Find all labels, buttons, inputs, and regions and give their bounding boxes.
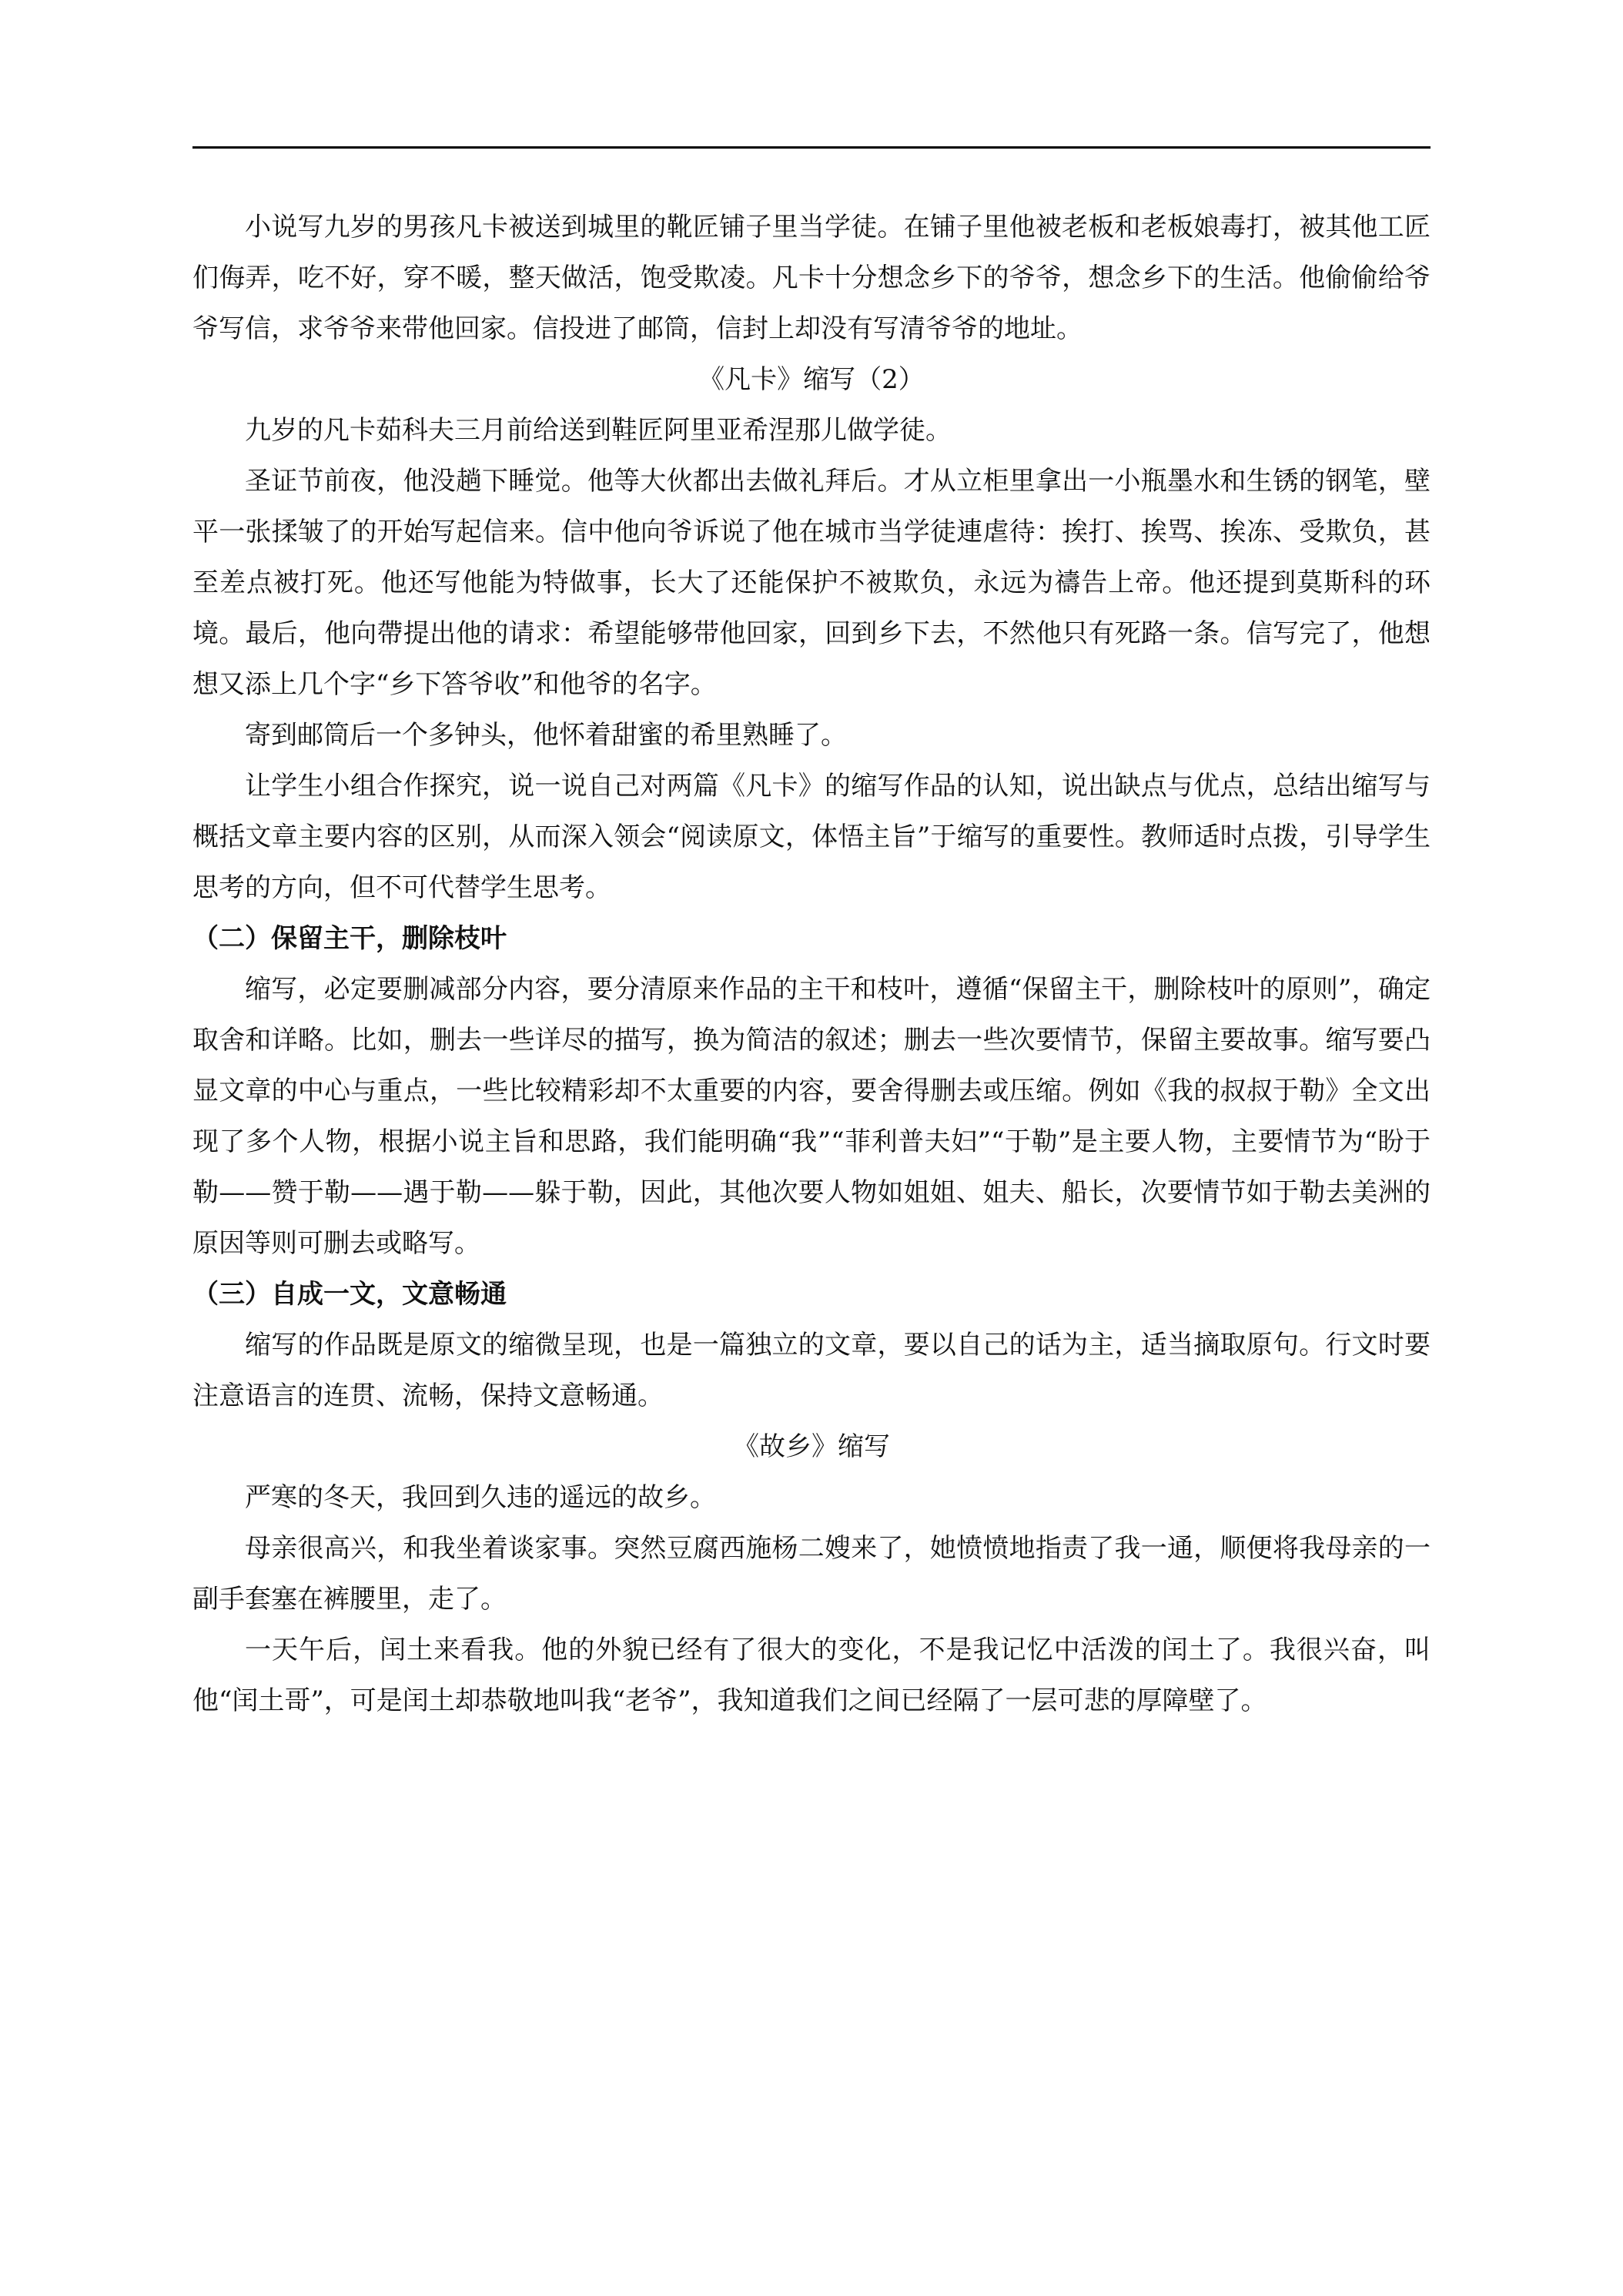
subtitle-hometown-abridged: 《故乡》缩写 bbox=[733, 1431, 890, 1462]
document-body bbox=[192, 202, 1431, 1726]
section-heading-2: （二）保留主干，删除枝叶 bbox=[192, 923, 507, 954]
section-heading-3: （三）自成一文，文意畅通 bbox=[192, 1279, 507, 1310]
paragraph-coherent-text: 缩写的作品既是原文的缩微呈现，也是一篇独立的文章，要以自己的话为主，适当摘取原句。行文时要注意语言的连贯、流畅，保持文意畅通。 bbox=[192, 1330, 1431, 1411]
paragraph-keep-main-trunk: 缩写，必定要删减部分内容，要分清原来作品的主干和枝叶，遵循“保留主干，删除枝叶的原则”，确定取舍和详略。比如，删去一些详尽的描写，换为简洁的叙述；删去一些次要情节，保留主要故事。缩写要凸显文章的中心与重点，一些比较精彩却不太重要的内容，要舍得删去或压缩。例如《我的叔叔于勒》全文出现了多个人物，根据小说主旨和思路，我们能明确“我”“菲利普夫妇”“于勒”是主要人物，主要情节为“盼于勒——赞于勒——遇于勒——躲于勒，因此，其他次要人物如姐姐、姐夫、船长，次要情节如于勒去美洲的原因等则可删去或略写。 bbox=[192, 974, 1431, 1259]
paragraph-group-discussion: 让学生小组合作探究，说一说自己对两篇《凡卡》的缩写作品的认知，说出缺点与优点，总结出缩写与概括文章主要内容的区别，从而深入领会“阅读原文，体悟主旨”于缩写的重要性。教师适时点拨，引导学生思考的方向，但不可代替学生思考。 bbox=[192, 771, 1431, 903]
paragraph-vanka-2: 圣证节前夜，他没趟下睡觉。他等大伙都出去做礼拜后。才从立柜里拿出一小瓶墨水和生锈的钢笔，壁平一张揉皱了的开始写起信来。信中他向爷诉说了他在城市当学徒連虐待：挨打、挨骂、挨冻、受欺负，甚至差点被打死。他还写他能为特做事，长大了还能保护不被欺负，永远为禱告上帝。他还提到莫斯科的环境。最后，他向帶提出他的请求：希望能够带他回家，回到乡下去，不然他只有死路一条。信写完了，他想想又添上几个字“乡下答爷收”和他爷的名字。 bbox=[192, 466, 1431, 700]
paragraph-hometown-3: 一天午后，闰土来看我。他的外貌已经有了很大的变化，不是我记忆中活泼的闰土了。我很兴奋，叫他“闰土哥”，可是闰土却恭敬地叫我“老爷”，我知道我们之间已经隔了一层可悲的厚障壁了。 bbox=[192, 1635, 1431, 1716]
header-rule bbox=[192, 146, 1431, 149]
paragraph-vanka-3: 寄到邮筒后一个多钟头，他怀着甜蜜的希里熟睡了。 bbox=[245, 720, 847, 751]
paragraph-summary-intro: 小说写九岁的男孩凡卡被送到城里的靴匠铺子里当学徒。在铺子里他被老板和老板娘毒打，被其他工匠们侮弄，吃不好，穿不暖，整天做活，饱受欺凌。凡卡十分想念乡下的爷爷，想念乡下的生活。他偷偷给爷爷写信，求爷爷来带他回家。信投进了邮筒，信封上却没有写清爷爷的地址。 bbox=[192, 212, 1431, 344]
paragraph-hometown-1: 严寒的冬天，我回到久违的遥远的故乡。 bbox=[245, 1482, 716, 1513]
paragraph-vanka-1: 九岁的凡卡茹科夫三月前给送到鞋匠阿里亚希涅那儿做学徒。 bbox=[245, 415, 952, 446]
subtitle-vanka-abridged-2: 《凡卡》缩写（2） bbox=[698, 364, 925, 395]
paragraph-hometown-2: 母亲很高兴，和我坐着谈家事。突然豆腐西施杨二嫂来了，她愤愤地指责了我一通，顺便将我母亲的一副手套塞在裤腰里，走了。 bbox=[192, 1533, 1431, 1615]
